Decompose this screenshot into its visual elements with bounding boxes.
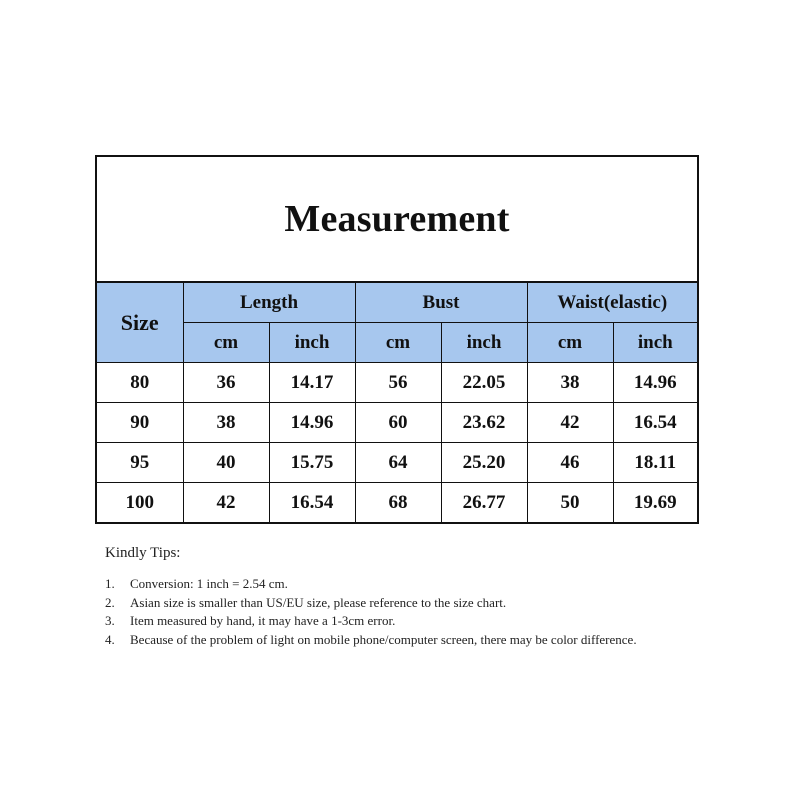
list-item: [105, 631, 705, 650]
table-cell: 22.05: [441, 363, 527, 403]
unit-header: cm: [527, 323, 613, 363]
table-cell: 42: [527, 403, 613, 443]
table-cell: 14.96: [269, 403, 355, 443]
table-cell: 14.96: [613, 363, 697, 403]
size-cell: 80: [97, 363, 183, 403]
table-cell: 56: [355, 363, 441, 403]
table-cell: 40: [183, 443, 269, 483]
list-item: [105, 612, 705, 631]
unit-header-row: [97, 323, 697, 363]
table-row: [97, 443, 697, 483]
chart-title: Measurement: [97, 157, 697, 283]
table-row: [97, 363, 697, 403]
tip-text: Asian size is smaller than US/EU size, please reference to the size chart.: [130, 594, 507, 610]
unit-header: cm: [183, 323, 269, 363]
kindly-tips: [105, 545, 705, 649]
bust-group-header: Bust: [355, 283, 527, 323]
table-cell: 23.62: [441, 403, 527, 443]
table-cell: 46: [527, 443, 613, 483]
size-chart: [95, 155, 699, 524]
size-cell: 100: [97, 483, 183, 523]
length-group-header: Length: [183, 283, 355, 323]
tips-heading: Kindly Tips:: [105, 545, 181, 561]
list-item: [105, 594, 705, 613]
table-row: [97, 403, 697, 443]
tip-number: 2.: [105, 594, 115, 610]
table-cell: 14.17: [269, 363, 355, 403]
table-cell: 19.69: [613, 483, 697, 523]
unit-header: cm: [355, 323, 441, 363]
table-cell: 60: [355, 403, 441, 443]
tip-number: 1.: [105, 576, 115, 591]
unit-header: inch: [613, 323, 697, 363]
table-cell: 42: [183, 483, 269, 523]
tip-text: Conversion: 1 inch = 2.54 cm.: [130, 576, 288, 591]
table-cell: 16.54: [269, 483, 355, 523]
unit-header: inch: [441, 323, 527, 363]
size-table: [97, 283, 697, 522]
table-cell: 38: [527, 363, 613, 403]
table-cell: 36: [183, 363, 269, 403]
table-cell: 38: [183, 403, 269, 443]
table-cell: 50: [527, 483, 613, 523]
tip-number: 4.: [105, 631, 115, 647]
table-row: [97, 483, 697, 523]
size-column-header: Size: [97, 283, 183, 363]
table-cell: 64: [355, 443, 441, 483]
table-cell: 68: [355, 483, 441, 523]
waist-group-header: Waist(elastic): [527, 283, 697, 323]
table-cell: 18.11: [613, 443, 697, 483]
table-cell: 26.77: [441, 483, 527, 523]
table-cell: 15.75: [269, 443, 355, 483]
group-header-row: [97, 283, 697, 323]
table-cell: 25.20: [441, 443, 527, 483]
tip-text: Item measured by hand, it may have a 1-3cm error.: [130, 613, 396, 628]
table-cell: 16.54: [613, 403, 697, 443]
size-cell: 90: [97, 403, 183, 443]
unit-header: inch: [269, 323, 355, 363]
size-cell: 95: [97, 443, 183, 483]
tips-list: [105, 575, 705, 649]
tip-text: Because of the problem of light on mobile phone/computer screen, there may be color difference.: [130, 631, 637, 647]
list-item: [105, 575, 705, 594]
tip-number: 3.: [105, 613, 115, 628]
